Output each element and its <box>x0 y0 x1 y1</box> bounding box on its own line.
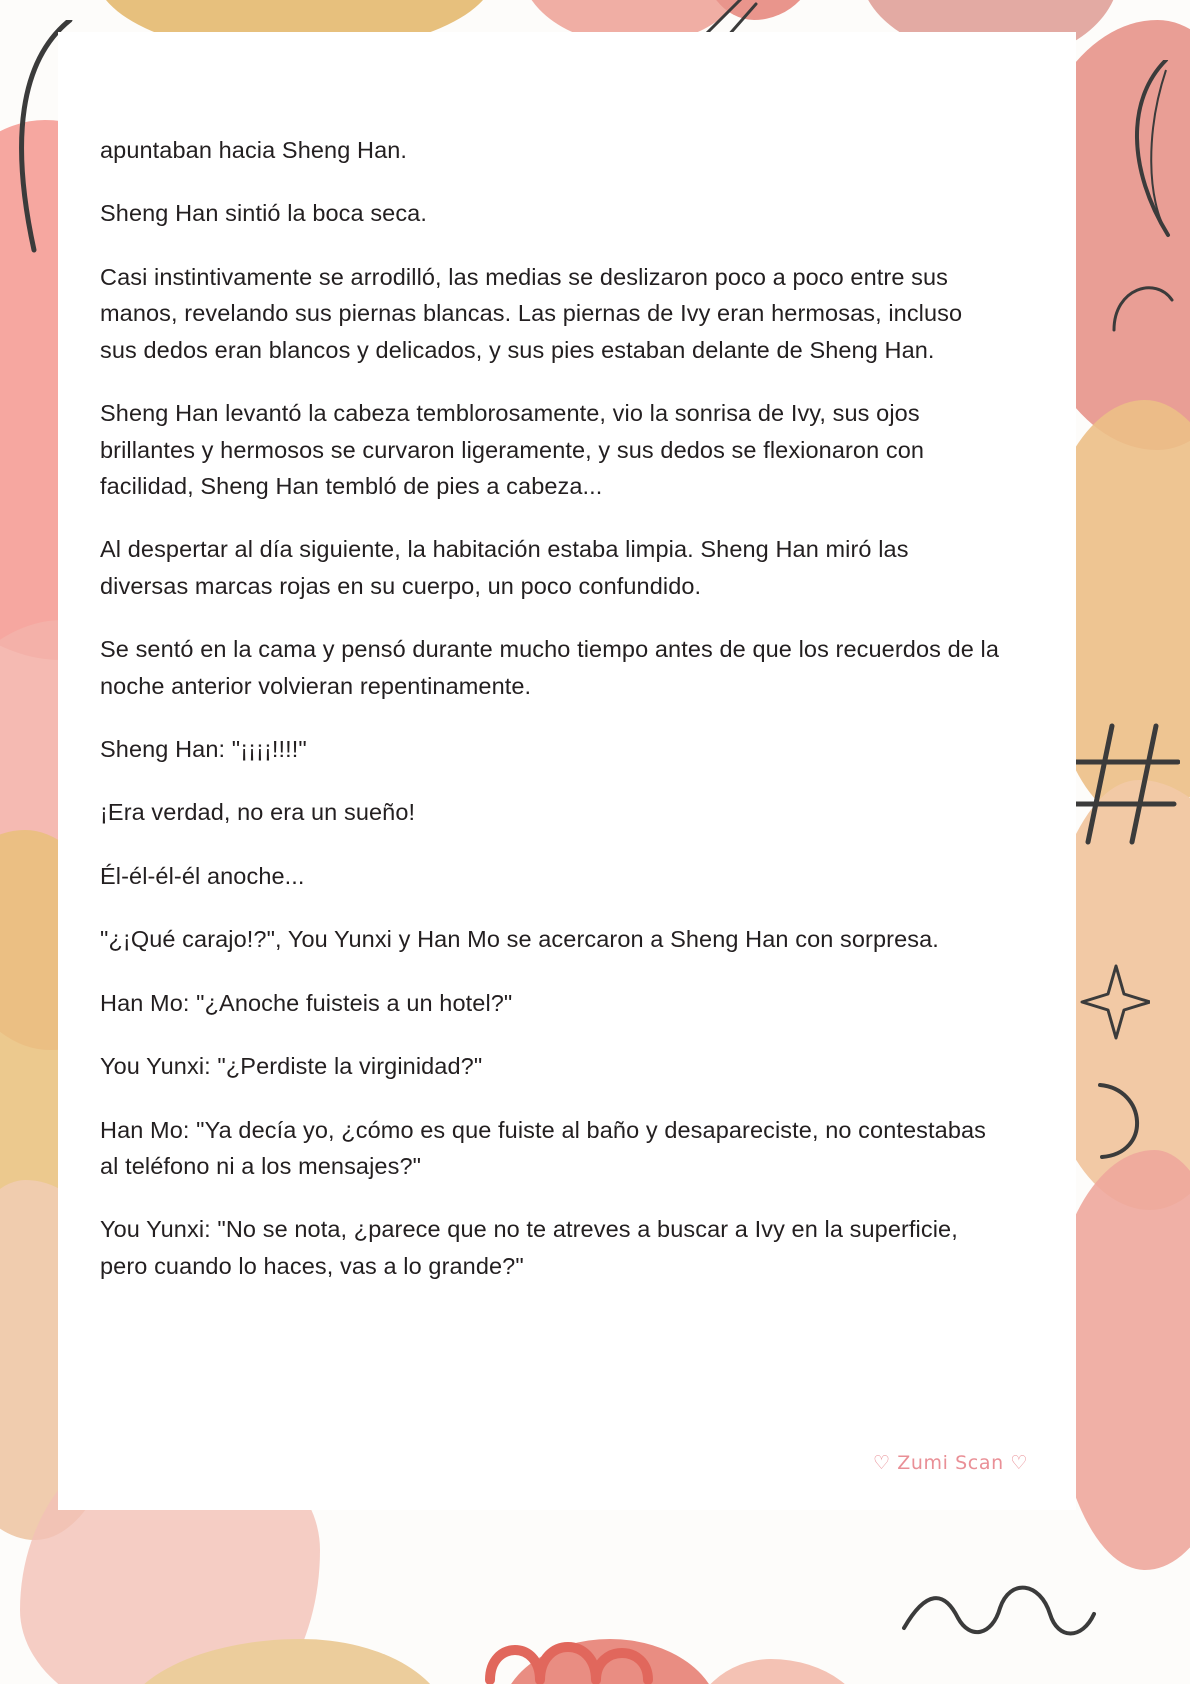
paragraph: Sheng Han levantó la cabeza temblorosamente, vio la sonrisa de Ivy, sus ojos brillantes y hermosos se curvaron ligeramente, y sus dedos se flexionaron con facilidad, Sheng Han tembló de pies a cabeza... <box>100 400 925 499</box>
decor-sparkle-icon <box>1080 960 1150 1040</box>
paragraph: You Yunxi: "No se nota, ¿parece que no te atreves a buscar a Ivy en la superficie, pero cuando lo haces, vas a lo grande?" <box>100 1216 958 1279</box>
paragraph: Han Mo: "¿Anoche fuisteis a un hotel?" <box>100 989 513 1016</box>
paragraph: "¿¡Qué carajo!?", You Yunxi y Han Mo se acercaron a Sheng Han con sorpresa. <box>100 926 939 953</box>
decor-hash-icon <box>1070 720 1180 850</box>
decor-leaf-right-icon <box>1106 60 1186 250</box>
paragraph: Casi instintivamente se arrodilló, las medias se deslizaron poco a poco entre sus manos, revelando sus piernas blancas. Las piernas de Ivy eran hermosas, incluso sus dedos eran blancos y delicados, y sus pies estaban delante de Sheng Han. <box>100 263 963 363</box>
paragraph: You Yunxi: "¿Perdiste la virginidad?" <box>100 1053 483 1080</box>
paragraph: Se sentó en la cama y pensó durante mucho tiempo antes de que los recuerdos de la noche anterior volvieran repentinamente. <box>100 636 1000 699</box>
paragraph: Él-él-él-él anoche... <box>100 862 305 889</box>
novel-text-body <box>100 132 1000 1311</box>
paragraph: Sheng Han: "¡¡¡¡!!!!" <box>100 736 307 763</box>
scanlation-credit: ♡ Zumi Scan ♡ <box>872 1452 1028 1474</box>
decor-petals-bottom-icon <box>480 1610 720 1684</box>
paragraph: apuntaban hacia Sheng Han. <box>100 137 408 163</box>
paragraph: ¡Era verdad, no era un sueño! <box>100 799 416 826</box>
paragraph: Sheng Han sintió la boca seca. <box>100 200 427 227</box>
decor-half-circle-icon <box>1080 1075 1160 1165</box>
paragraph: Al despertar al día siguiente, la habitación estaba limpia. Sheng Han miró las diversas marcas rojas en su cuerpo, un poco confundido. <box>100 536 909 599</box>
decor-arc-right-icon <box>1106 270 1176 340</box>
page-sheet <box>58 32 1076 1510</box>
decor-wave-bottom-icon <box>900 1570 1100 1660</box>
paragraph: Han Mo: "Ya decía yo, ¿cómo es que fuiste al baño y desapareciste, no contestabas al teléfono ni a los mensajes?" <box>100 1116 987 1180</box>
